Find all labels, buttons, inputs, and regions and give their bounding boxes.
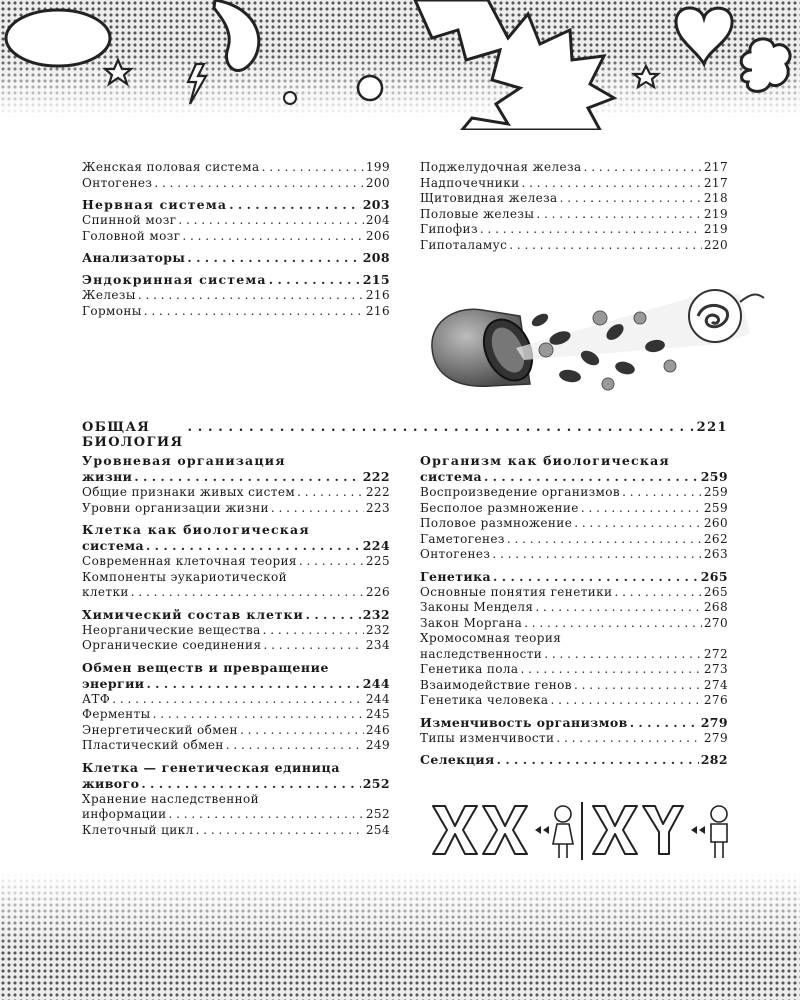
x-chromosome-icon (593, 806, 637, 854)
star-icon (634, 66, 658, 87)
toc-entry[interactable]: Гипоталамус . . . 220 (420, 238, 728, 254)
toc-entry[interactable]: Пластический обмен . . . 249 (82, 738, 390, 754)
toc-heading[interactable]: Изменчивость организмов . . . 279 (420, 715, 728, 731)
girl-icon (553, 806, 573, 858)
toc-entry[interactable]: Законы Менделя . . . 268 (420, 600, 728, 616)
cloud-icon (741, 39, 790, 92)
toc-top-right (420, 160, 728, 253)
toc-heading[interactable]: живого . . . 252 (82, 776, 390, 792)
toc-entry[interactable]: наследственности . . . 272 (420, 647, 728, 663)
toc-entry[interactable]: Железы . . . 216 (82, 288, 390, 304)
circle-bubble-icon (358, 76, 382, 100)
toc-heading[interactable]: жизни . . . 222 (82, 469, 390, 485)
toc-entry[interactable]: Генетика человека . . . 276 (420, 693, 728, 709)
toc-top-left (82, 160, 390, 319)
toc-entry[interactable]: Хромосомная теория (420, 631, 562, 645)
toc-heading[interactable]: Клетка как биологическая (82, 522, 310, 537)
toc-entry[interactable]: Современная клеточная теория . . . 225 (82, 554, 390, 570)
boy-icon (711, 806, 727, 858)
toc-entry[interactable]: Женская половая система . . . 199 (82, 160, 390, 176)
toc-heading[interactable]: Селекция . . . 282 (420, 752, 728, 768)
toc-entry[interactable]: Типы изменчивости . . . 279 (420, 731, 728, 747)
explosion-burst-icon (415, 0, 614, 130)
toc-heading[interactable]: Генетика . . . 265 (420, 569, 728, 585)
small-bubble-icon (284, 92, 296, 104)
drop-bubble-icon (214, 0, 259, 71)
toc-entry[interactable]: Гипофиз . . . 219 (420, 222, 728, 238)
speech-bubble-icon (6, 10, 110, 66)
toc-entry[interactable]: Неорганические вещества . . . 232 (82, 623, 390, 639)
x-chromosome-icon (483, 806, 527, 854)
toc-entry[interactable]: Хранение наследственной (82, 791, 260, 806)
comic-shapes-header (0, 0, 800, 130)
toc-entry[interactable]: Онтогенез . . . 263 (420, 547, 728, 563)
halftone-footer-band (0, 872, 800, 1000)
toc-entry[interactable]: Компоненты эукариотической (82, 569, 288, 584)
toc-heading[interactable]: Обмен веществ и превращение (82, 659, 330, 675)
toc-entry[interactable]: Взаимодействие генов . . . 274 (420, 678, 728, 694)
toc-heading[interactable]: Эндокринная система . . . 215 (82, 272, 390, 288)
toc-heading[interactable]: Анализаторы . . . 208 (82, 250, 390, 266)
chromosome-illustration (425, 800, 735, 862)
toc-entry[interactable]: Надпочечники . . . 217 (420, 176, 728, 192)
toc-entry[interactable]: Общие признаки живых систем . . . 222 (82, 485, 390, 501)
toc-heading[interactable]: система . . . 224 (82, 538, 390, 554)
toc-right (420, 453, 728, 768)
toc-heading[interactable]: Организм как биологическая (420, 453, 670, 468)
toc-entry[interactable]: Уровни организации жизни . . . 223 (82, 501, 390, 517)
toc-heading[interactable]: Уровневая организация (82, 453, 286, 468)
toc-heading[interactable]: Нервная система . . . 203 (82, 197, 390, 213)
lightning-icon (188, 64, 206, 104)
toc-entry[interactable]: Ферменты . . . 245 (82, 707, 390, 723)
toc-entry[interactable]: Головной мозг . . . 206 (82, 229, 390, 245)
y-chromosome-icon (643, 806, 683, 854)
toc-entry[interactable]: Закон Моргана . . . 270 (420, 616, 728, 632)
toc-entry[interactable]: Поджелудочная железа . . . 217 (420, 160, 728, 176)
x-chromosome-icon (433, 806, 477, 854)
toc-entry[interactable]: Воспроизведение организмов . . . 259 (420, 485, 728, 501)
toc-entry[interactable]: Органические соединения . . . 234 (82, 638, 390, 654)
toc-heading[interactable]: энергии . . . 244 (82, 676, 390, 692)
toc-entry[interactable]: Клеточный цикл . . . 254 (82, 823, 390, 839)
toc-heading[interactable]: Химический состав клетки . . . 232 (82, 607, 390, 623)
toc-entry[interactable]: Онтогенез . . . 200 (82, 176, 390, 192)
toc-entry[interactable]: Бесполое размножение . . . 259 (420, 501, 728, 517)
toc-entry[interactable]: АТФ . . . 244 (82, 692, 390, 708)
toc-entry[interactable]: Половое размножение . . . 260 (420, 516, 728, 532)
toc-entry[interactable]: Энергетический обмен . . . 246 (82, 723, 390, 739)
toc-entry[interactable]: Гормоны . . . 216 (82, 304, 390, 320)
toc-entry[interactable]: Основные понятия генетики . . . 265 (420, 585, 728, 601)
toc-entry[interactable]: Спинной мозг . . . 204 (82, 213, 390, 229)
toc-entry[interactable]: Гаметогенез . . . 262 (420, 532, 728, 548)
toc-entry[interactable]: клетки . . . 226 (82, 585, 390, 601)
section-title-general-biology[interactable]: ОБЩАЯ БИОЛОГИЯ . . . 221 (82, 420, 728, 450)
toc-entry[interactable]: Половые железы . . . 219 (420, 207, 728, 223)
blood-vessel-illustration (420, 288, 770, 398)
toc-entry[interactable]: информации . . . 252 (82, 807, 390, 823)
toc-left (82, 453, 390, 838)
toc-entry[interactable]: Щитовидная железа . . . 218 (420, 191, 728, 207)
heart-icon (676, 8, 732, 64)
star-icon (105, 60, 131, 84)
toc-heading[interactable]: система . . . 259 (420, 469, 728, 485)
toc-heading[interactable]: Клетка — генетическая единица (82, 759, 341, 775)
toc-entry[interactable]: Генетика пола . . . 273 (420, 662, 728, 678)
